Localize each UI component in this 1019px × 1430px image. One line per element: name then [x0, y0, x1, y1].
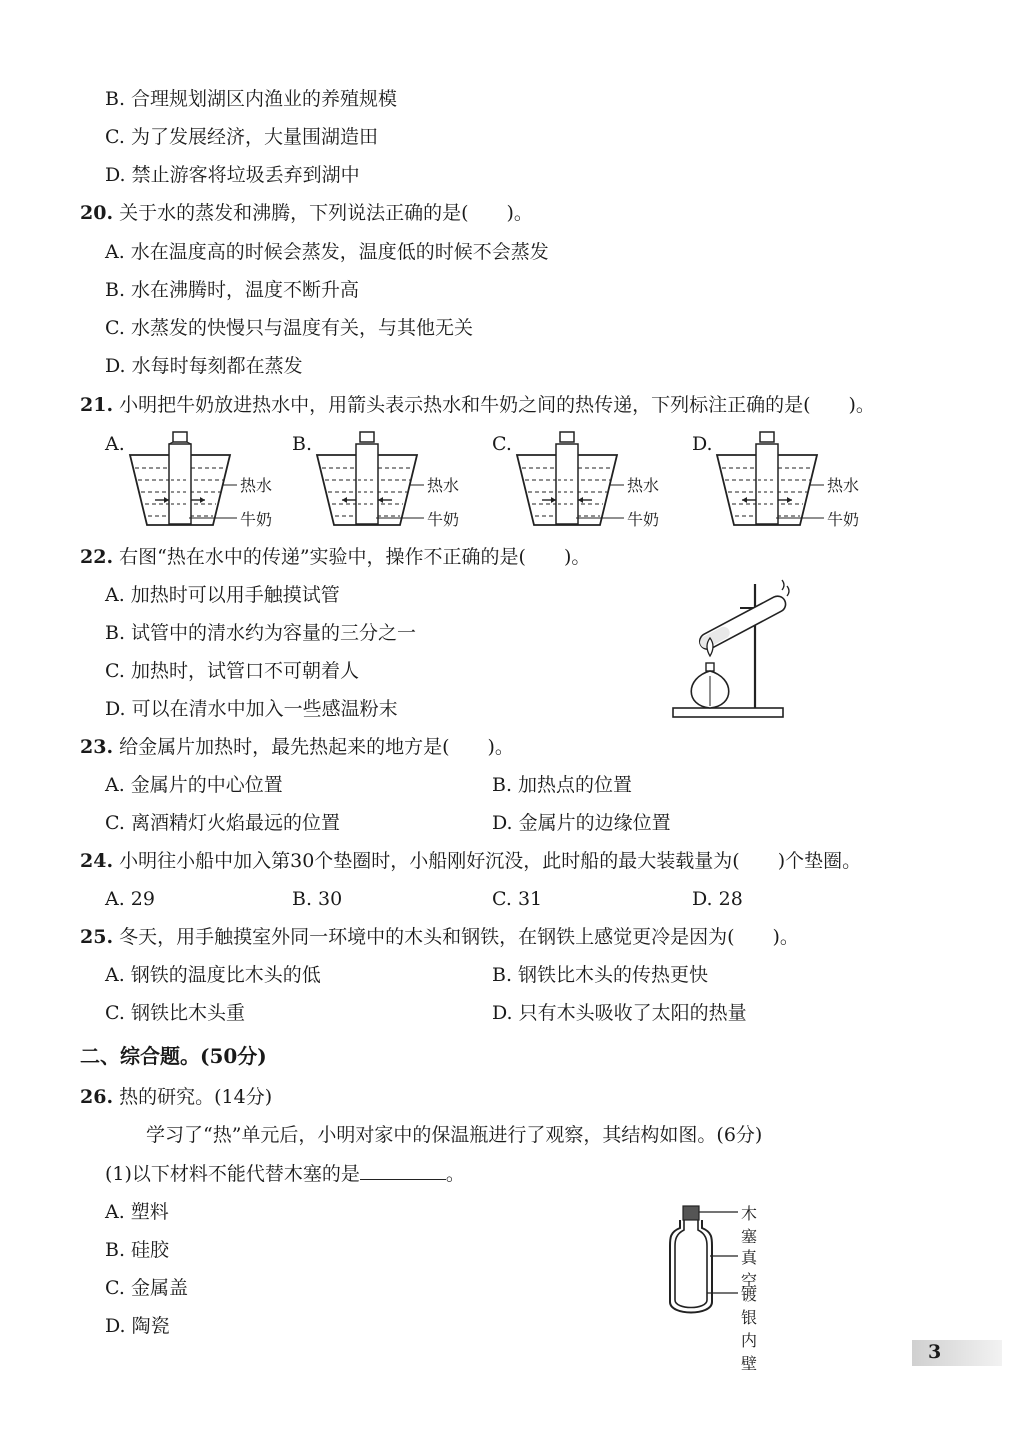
test-tube-stand-icon	[670, 578, 800, 723]
answer-blank[interactable]	[360, 1161, 446, 1180]
q26-sub1-end: 。	[445, 1163, 465, 1185]
q21-d-milk-label: 牛奶	[827, 510, 860, 529]
q20-option-c: C. 水蒸发的快慢只与温度有关，与其他无关	[105, 317, 473, 339]
q24-option-b: B. 30	[292, 888, 343, 910]
q21-a-hot-water-label: 热水	[240, 476, 273, 495]
cork-label: 木塞	[741, 1204, 758, 1246]
q26-option-c: C. 金属盖	[105, 1277, 188, 1299]
q25-option-b: B. 钢铁比木头的传热更快	[492, 964, 709, 986]
page-number: 3	[928, 1341, 942, 1363]
q26-stem: 热的研究。(14分)	[119, 1086, 273, 1108]
q23-option-a: A. 金属片的中心位置	[105, 774, 283, 796]
q25-option-c: C. 钢铁比木头重	[105, 1002, 245, 1024]
q19-option-c: C. 为了发展经济，大量围湖造田	[105, 126, 378, 148]
q26-sub1	[105, 1161, 465, 1186]
q20-option-b: B. 水在沸腾时，温度不断升高	[105, 279, 360, 301]
q25-option-a: A. 钢铁的温度比木头的低	[105, 964, 321, 986]
q23-question	[80, 735, 514, 759]
q26-number: 26.	[80, 1086, 114, 1108]
q22-option-c: C. 加热时，试管口不可朝着人	[105, 660, 359, 682]
q25-stem: 冬天，用手触摸室外同一环境中的木头和钢铁，在钢铁上感觉更冷是因为( )。	[119, 926, 799, 948]
q20-question	[80, 201, 533, 225]
q21-number: 21.	[80, 394, 114, 416]
test-tube-heating-diagram	[670, 578, 800, 723]
q21-c-milk-label: 牛奶	[627, 510, 660, 529]
thermos-flask-icon	[660, 1198, 740, 1320]
q21-label-b: B.	[292, 433, 313, 455]
q23-stem: 给金属片加热时，最先热起来的地方是( )。	[119, 736, 514, 758]
q22-option-b: B. 试管中的清水约为容量的三分之一	[105, 622, 417, 644]
q21-label-a: A.	[105, 433, 125, 455]
q21-a-milk-label: 牛奶	[240, 510, 273, 529]
vacuum-label: 真空	[741, 1248, 758, 1290]
q21-label-c: C.	[492, 433, 512, 455]
q20-option-a: A. 水在温度高的时候会蒸发，温度低的时候不会蒸发	[105, 241, 549, 263]
q21-figure-d	[692, 430, 872, 530]
q23-number: 23.	[80, 736, 114, 758]
q20-stem: 关于水的蒸发和沸腾，下列说法正确的是( )。	[119, 202, 533, 224]
q21-b-milk-label: 牛奶	[427, 510, 460, 529]
q22-stem: 右图“热在水中的传递”实验中，操作不正确的是( )。	[119, 546, 591, 568]
q21-question	[80, 393, 875, 417]
q24-number: 24.	[80, 850, 114, 872]
q24-option-a: A. 29	[105, 888, 155, 910]
thermos-diagram	[660, 1198, 758, 1373]
q26-option-a: A. 塑料	[105, 1201, 169, 1223]
q26-sub1-text: (1)以下材料不能代替木塞的是	[105, 1163, 360, 1185]
silvered-wall-label: 镀银内壁	[741, 1285, 758, 1373]
q24-question	[80, 849, 861, 873]
q24-stem: 小明往小船中加入第30个垫圈时，小船刚好沉没，此时船的最大装载量为( )个垫圈。	[119, 850, 862, 872]
q22-option-a: A. 加热时可以用手触摸试管	[105, 584, 340, 606]
q22-number: 22.	[80, 546, 114, 568]
q25-number: 25.	[80, 926, 114, 948]
q19-option-b: B. 合理规划湖区内渔业的养殖规模	[105, 88, 398, 110]
q20-number: 20.	[80, 202, 114, 224]
section-title: 二、综合题。(50分)	[80, 1044, 267, 1068]
page-number-tab	[912, 1340, 1002, 1366]
q21-figure-a	[105, 430, 285, 530]
q26-question	[80, 1085, 272, 1109]
q21-stem: 小明把牛奶放进热水中，用箭头表示热水和牛奶之间的热传递，下列标注正确的是( )。	[119, 394, 875, 416]
q22-question	[80, 545, 590, 569]
q24-option-c: C. 31	[492, 888, 543, 910]
q19-option-d: D. 禁止游客将垃圾丢弃到湖中	[105, 164, 360, 186]
q21-figure-c	[492, 430, 672, 530]
q25-question	[80, 925, 799, 949]
q23-option-c: C. 离酒精灯火焰最远的位置	[105, 812, 340, 834]
q26-option-b: B. 硅胶	[105, 1239, 170, 1261]
q21-c-hot-water-label: 热水	[627, 476, 660, 495]
q23-option-d: D. 金属片的边缘位置	[492, 812, 671, 834]
q21-label-d: D.	[692, 433, 713, 455]
q26-option-d: D. 陶瓷	[105, 1315, 170, 1337]
q25-option-d: D. 只有木头吸收了太阳的热量	[492, 1002, 747, 1024]
q26-intro: 学习了“热”单元后，小明对家中的保温瓶进行了观察，其结构如图。(6分)	[146, 1124, 763, 1146]
q24-option-d: D. 28	[692, 888, 743, 910]
q21-figure-b	[292, 430, 472, 530]
q21-b-hot-water-label: 热水	[427, 476, 460, 495]
q21-d-hot-water-label: 热水	[827, 476, 860, 495]
q22-option-d: D. 可以在清水中加入一些感温粉末	[105, 698, 398, 720]
q23-option-b: B. 加热点的位置	[492, 774, 633, 796]
q20-option-d: D. 水每时每刻都在蒸发	[105, 355, 303, 377]
